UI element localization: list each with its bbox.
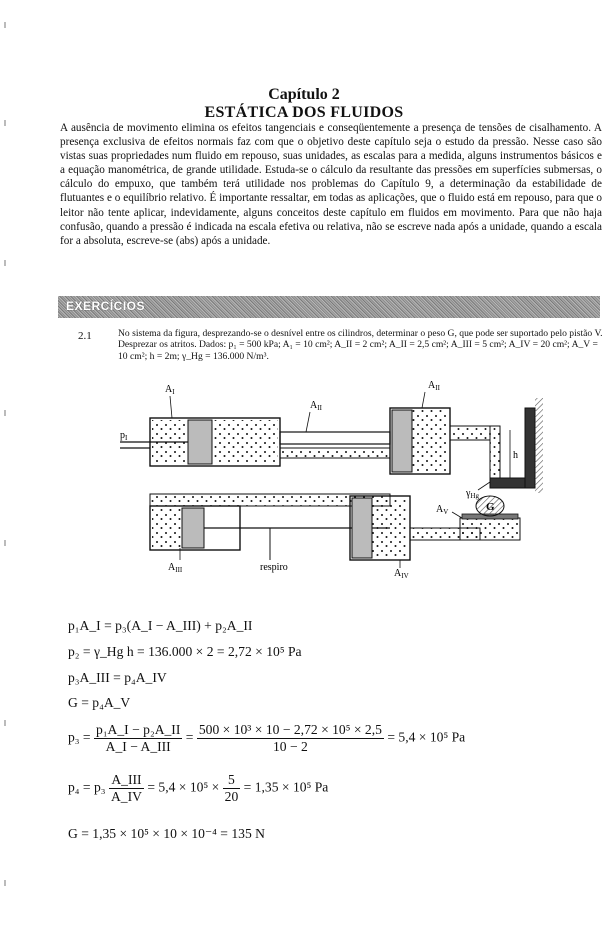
fluid-region: [212, 420, 278, 464]
scan-margin-mark: [4, 720, 6, 726]
denominator: 10 − 2: [272, 739, 308, 754]
chapter-title: ESTÁTICA DOS FLUIDOS: [204, 104, 404, 121]
exercise-statement: No sistema da figura, desprezando-se o desnível entre os cilindros, determinar o peso G, que pode ser suportado pelo pistão V. Desprezar os atritos. Dados: p₁ = 500 kPa; A₁ = 10 cm²; A_II = 2 cm²; A_II = 2,5 cm²; A_III = 5 cm²; A_IV = 20 cm²; A_V = 10 cm²; h = 2m; γ_Hg = 136.000 N/m³.: [118, 328, 603, 362]
piston-iv: [352, 498, 372, 558]
equation-p3: [68, 722, 465, 755]
equation-g-result: G = 1,35 × 10⁵ × 10 × 10⁻⁴ = 135 N: [68, 826, 265, 841]
label-h: h: [513, 450, 518, 461]
exercises-banner: [58, 296, 600, 318]
numerator: p₁A_I − p₂A_II: [96, 722, 181, 737]
equation-p2: p₂ = γ_Hg h = 136.000 × 2 = 2,72 × 10⁵ Pa: [68, 644, 302, 659]
arrow-ghg: [478, 482, 490, 490]
label-ai: $A_I$: [165, 384, 175, 396]
label-aiv: $A_{IV}$: [394, 568, 409, 578]
eq6-lhs: p₄ = p₃: [68, 779, 106, 795]
arrow-aii-top: [422, 392, 425, 408]
fraction: [197, 722, 384, 755]
eq5-lhs: p₃ =: [68, 729, 91, 745]
equation-p3-p4: p₃A_III = p₄A_IV: [68, 670, 167, 685]
scan-margin-mark: [4, 540, 6, 546]
scan-margin-mark: [4, 880, 6, 886]
piston-ii: [392, 410, 412, 472]
hydraulic-system-figure: [110, 378, 550, 578]
wall-hatch: [535, 398, 543, 493]
piston-i: [188, 420, 212, 464]
equals-sign: =: [185, 729, 194, 745]
label-g: G: [486, 501, 495, 513]
scan-margin-mark: [4, 410, 6, 416]
piston-iii: [182, 508, 204, 548]
exercises-banner-label: EXERCÍCIOS: [66, 299, 146, 313]
label-respiro: respiro: [260, 562, 288, 573]
label-aiii: $A_{III}$: [168, 562, 183, 574]
fluid-region: [152, 508, 182, 548]
label-aii-top: $A_{II}$: [428, 380, 440, 392]
label-p1: $p_I$: [120, 430, 128, 442]
fluid-region: [372, 498, 408, 558]
label-aii-pipe: $A_{II}$: [310, 400, 322, 412]
numerator: 5: [223, 772, 241, 789]
label-gamma-hg: $\gamma_{Hg}$: [466, 488, 479, 500]
arrow-aii: [306, 412, 310, 432]
pipe-to-manometer: [450, 426, 490, 440]
equation-g: G = p₄A_V: [68, 695, 131, 710]
arrow-av: [452, 512, 462, 518]
fluid-region: [412, 410, 448, 472]
denominator: 20: [224, 789, 239, 804]
intro-paragraph: A ausência de movimento elimina os efeitos tangenciais e conseqüentemente a presença de tensões de cisalhamento. A presença exclusiva de efeitos normais faz com que o objetivo deste capítulo seja o estudo da pressão. Nesse caso são vistas suas propriedades num fluido em repouso, suas unidades, as escalas para a medida, alguns instrumentos básicos e a equação manométrica, de grande utilidade. Estuda-se o cálculo da resultante das pressões em superfícies submersas, o cálculo do empuxo, que também terá utilidade nos problemas do Capítulo 9, a determinação da estabilidade de flutuantes e o equilíbrio relativo. É importante ressaltar, em todas as aplicações, que o fluido está em repouso, para que o leitor não tente aplicar, indevidamente, alguns conceitos deste capítulo em fluidos em movimento. Para que não haja confusão, quando a pressão é indicada na escala efetiva ou relativa, não se escreve nada após a unidade, quando a escala for a absoluta, escreve-se (abs) após a unidade.: [60, 122, 602, 247]
eq6-mid: = 5,4 × 10⁵ ×: [147, 779, 220, 795]
hydraulic-diagram: [110, 378, 550, 578]
fraction: [94, 722, 182, 755]
numerator: A_III: [109, 772, 144, 789]
arrow-ai: [170, 396, 172, 418]
fraction: [223, 772, 241, 805]
label-av: $A_V$: [436, 504, 449, 516]
denominator: A_I − A_III: [105, 739, 171, 754]
numerator: 500 × 10³ × 10 − 2,72 × 10⁵ × 2,5: [198, 722, 382, 737]
pipe-a2: [280, 432, 390, 444]
eq5-rhs: = 5,4 × 10⁵ Pa: [387, 729, 466, 745]
denominator: A_IV: [110, 789, 142, 804]
eq6-rhs: = 1,35 × 10⁵ Pa: [243, 779, 329, 795]
equation-force-balance: p₁A_I = p₃(A_I − A_III) + p₂A_II: [68, 618, 253, 633]
pipe-lower: [280, 448, 390, 458]
cylinder-v: [460, 518, 520, 540]
exercise-number: 2.1: [78, 330, 92, 342]
manometer-right-leg: [525, 408, 535, 488]
scan-margin-mark: [4, 22, 6, 28]
scan-margin-mark: [4, 260, 6, 266]
chapter-number: Capítulo 2: [268, 86, 340, 103]
manometer-left-leg: [490, 426, 500, 486]
fraction: [109, 772, 144, 805]
equation-p4: [68, 772, 328, 805]
